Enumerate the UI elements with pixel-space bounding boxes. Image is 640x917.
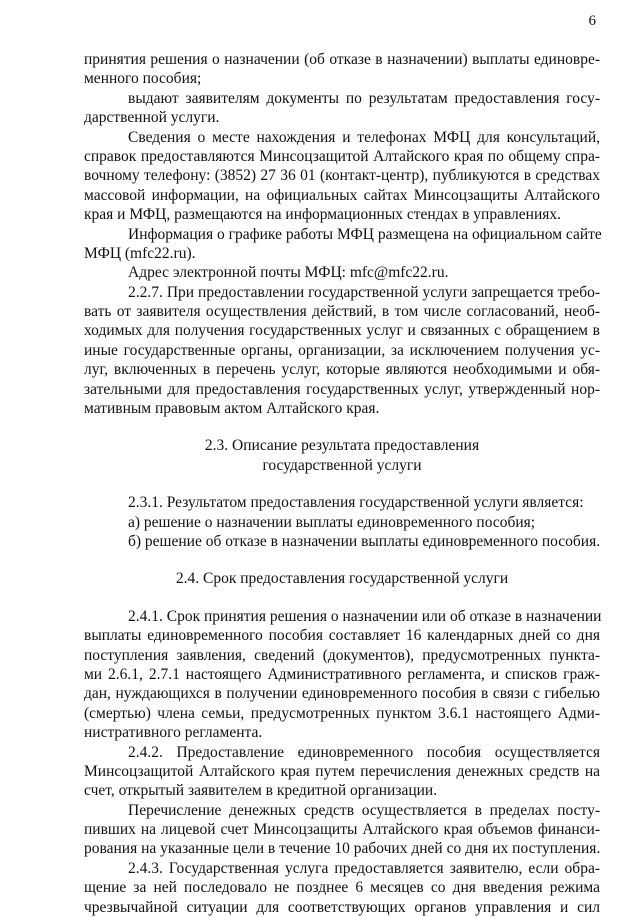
- text-line: 2.4.3. Государственная услуга предоставляется заявителю, если обра-: [128, 859, 600, 877]
- heading-line: государственной услуги: [262, 456, 422, 474]
- text-line: Сведения о месте нахождения и телефонах МФЦ для консультаций,: [128, 128, 600, 146]
- text-line: принятия решения о назначении (об отказе в назначении) выплаты единовре-: [84, 51, 600, 68]
- text-line: зательными для предоставления государственных услуг, утвержденный нор-: [84, 380, 600, 398]
- text-line: дан, нуждающихся в получении единовременного пособия в связи с гибелью: [84, 685, 600, 703]
- text-line: (смертью) члена семьи, предусмотренных пунктом 3.6.1 настоящего Адми-: [84, 704, 600, 722]
- page-body: [84, 50, 600, 917]
- text-line: рования на указанные цели в течение 10 рабочих дней со дня их поступления.: [84, 840, 601, 858]
- text-line: а) решение о назначении выплаты единовременного пособия;: [128, 513, 536, 531]
- text-line: массовой информации, на официальных сайтах Минсоцзащиты Алтайского: [84, 186, 600, 204]
- text-line: 2.3.1. Результатом предоставления государственной услуги является:: [128, 494, 584, 512]
- section-2-3-1: [84, 493, 600, 551]
- text-line: Перечисление денежных средств осуществляется в пределах посту-: [128, 801, 600, 819]
- text-line: МФЦ (mfc22.ru).: [84, 244, 196, 262]
- text-line: 2.2.7. При предоставлении государственной услуги запрещается требо-: [128, 283, 600, 301]
- text-line: края и МФЦ, размещаются на информационных стендах в управлениях.: [84, 206, 562, 224]
- text-line: Адрес электронной почты МФЦ: mfc@mfc22.ru.: [128, 264, 449, 282]
- text-line: вать от заявителя осуществления действий, в том числе согласований, необ-: [84, 303, 600, 321]
- heading-line: 2.3. Описание результата предоставления: [204, 437, 480, 455]
- text-line: ходимых для получения государственных услуг и связанных с обращением в: [84, 322, 600, 340]
- text-line: Информация о графике работы МФЦ размещена на официальном сайте: [128, 225, 602, 243]
- text-line: счет, открытый заявителем в кредитной организации.: [84, 782, 438, 800]
- page-number: 6: [588, 13, 596, 29]
- text-line: щение за ней последовало не позднее 6 месяцев со дня введения режима: [84, 879, 600, 897]
- text-line: иные государственные органы, организации, за исключением получения ус-: [84, 341, 600, 359]
- text-line: 2.4.2. Предоставление единовременного пособия осуществляется: [128, 743, 600, 761]
- text-line: вочному телефону: (3852) 27 36 01 (контакт-центр), публикуются в средствах: [84, 167, 600, 185]
- text-line: дарственной услуги.: [84, 109, 220, 127]
- text-line: б) решение об отказе в назначении выплаты единовременного пособия.: [128, 532, 601, 550]
- heading-2-3: [84, 436, 600, 475]
- text-line: менного пособия;: [84, 70, 202, 88]
- text-line: мативным правовым актом Алтайского края.: [84, 400, 380, 418]
- section-2-4-paragraphs: [84, 607, 600, 917]
- text-line: пивших на лицевой счет Минсоцзащиты Алтайского края объемов финанси-: [84, 821, 600, 839]
- text-line: поступления заявления, сведений (документов), предусмотренных пункта-: [84, 646, 600, 664]
- text-line: ми 2.6.1, 2.7.1 настоящего Административного регламента, и списков граж-: [84, 665, 600, 683]
- section-2-2-continuation: [84, 50, 600, 418]
- text-line: Минсоцзащитой Алтайского края путем перечисления денежных средств на: [84, 762, 600, 780]
- text-line: 2.4.1. Срок принятия решения о назначении или об отказе в назначении: [128, 607, 602, 625]
- text-line: выплаты единовременного пособия составляет 16 календарных дней со дня: [84, 627, 600, 645]
- text-line: справок предоставляются Минсоцзащитой Алтайского края по общему спра-: [84, 147, 600, 165]
- heading-2-4: 2.4. Срок предоставления государственной услуги: [175, 570, 509, 588]
- text-line: чрезвычайной ситуации для соответствующих органов управления и сил: [84, 898, 600, 916]
- text-line: луг, включенных в перечень услуг, которые являются необходимыми и обя-: [84, 361, 600, 379]
- text-line: нистративного регламента.: [84, 724, 263, 742]
- text-line: выдают заявителям документы по результатам предоставления госу-: [128, 89, 600, 107]
